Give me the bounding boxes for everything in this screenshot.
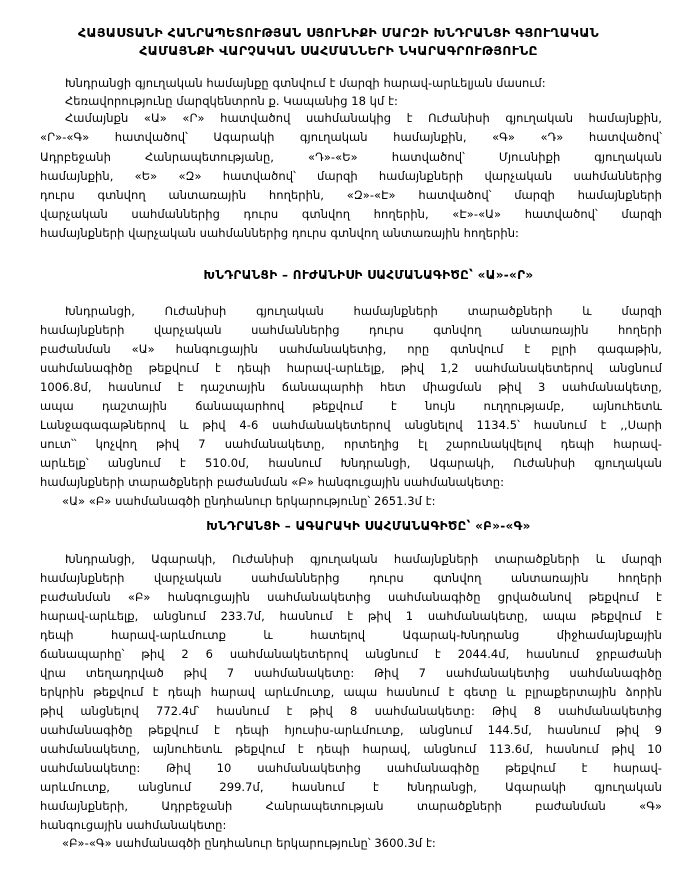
section1-line: սահմանագիծը թեքվում է դեպի հարավ-արևելք, թիվ 1,2 սահմանակետերով անցնում <box>40 361 662 375</box>
section2-line: համայնքների, Ադրբեջանի Հանրապետության տարածքների բաժանման «Գ» <box>40 799 662 813</box>
section-heading-2: ԽՆԴՐԱՆՑԻ – ԱԳԱՐԱԿԻ ՍԱՀՄԱՆԱԳԻԾԸ՝ «Բ»-«Գ» <box>206 519 531 533</box>
intro-line: Հեռավորությունը մարզկենտրոն ք. Կապանից 18 կմ է: <box>65 94 398 108</box>
section2-line: երկրին թեքվում է դեպի հարավ արևմուտք, ապա հասնում է գետը և բլրաքերտային ձորին <box>40 685 662 699</box>
section2-line: համայնքների վարչական սահմաններից դուրս գտնվող անտառային հողերի <box>40 571 662 585</box>
section1-line: համայնքների վարչական սահմաններից դուրս գտնվող անտառային հողերի <box>40 323 662 337</box>
section1-line: Լանջագագաթներով և թիվ 4-6 սահմանակետերով անցնելով 1134.5՝ հասնում է ,,Սարի <box>40 418 662 432</box>
section2-line: հանգուցային սահմանակետը: <box>40 818 227 832</box>
section1-line: արևելք՝ անցնում է 510.0մ, հասնում Խնդրանցի, Ագարակի, Ուժանիսի գյուղական <box>40 456 662 470</box>
section1-line: համայնքների տարածքների բաժանման «Բ» հանգուցային սահմանակետը: <box>40 475 504 489</box>
section2-line: դեպի հարավ-արևմուտք և հատելով Ագարակ-Խնդրանց միջհամայնքային <box>40 628 662 642</box>
section2-line: սահմանակետը: Թիվ 10 սահմանակետից սահմանագիծը թեքվում է հարավ- <box>40 761 662 775</box>
section2-line: հարավ-արևելք, անցնում 233.7մ, հասնում է թիվ 1 սահմանակետը, ապա թեքվում է <box>40 609 662 623</box>
intro-line: համայնքների վարչական սահմաններից դուրս գտնվող անտառային հողերին: <box>40 226 519 240</box>
section1-line: բաժանման «Ա» հանգուցային սահմանակետից, որը գտնվում է բլրի գագաթին, <box>40 342 662 356</box>
section2-line: արևմուտք, անցնում 299.7մ, հասնում է Խնդրանցի, Ագարակի գյուղական <box>40 780 662 794</box>
intro-line: դուրս գտնվող անտառային հողերին, «Զ»-«Է» հատվածով՝ մարզի համայնքների <box>40 188 662 202</box>
section1-line: ապա դաշտային ճանապարհով թեքվում է նույն ուղղությամբ, այնուհետև <box>40 399 662 413</box>
intro-line: Համայնքն «Ա» «Ր» հատվածով սահմանակից է Ուժանիսի գյուղական համայնքին, <box>65 111 662 125</box>
section1-line: 1006.8մ, հասնում է դաշտային ճանապարհի հետ միացման թիվ 3 սահմանակետը, <box>40 380 662 394</box>
document-title-line-2: ՀԱՄԱՅՆՔԻ ՎԱՐՉԱԿԱՆ ՍԱՀՄԱՆՆԵՐԻ ՆԿԱՐԱԳՐՈՒԹՅՈՒՆԸ <box>139 43 538 58</box>
section1-length: «Ա» «Բ» սահմանագծի ընդհանուր երկարությունը՝ 2651.3մ է: <box>62 494 436 508</box>
section-heading-1: ԽՆԴՐԱՆՑԻ – ՈՒԺԱՆԻՍԻ ՍԱՀՄԱՆԱԳԻԾԸ՝ «Ա»-«Ր» <box>203 268 534 282</box>
intro-line: «Ր»-«Գ» հատվածով՝ Ագարակի գյուղական համայնքին, «Գ» «Դ» հատվածով՝ <box>40 130 662 144</box>
intro-line: Ադրբեջանի Հանրապետությանը, «Դ»-«Ե» հատվածով՝ Մյուսնիքի գյուղական <box>40 150 662 164</box>
section2-line: բաժանման «Բ» հանգուցային սահմանակետից սահմանագիծը ցրվածանով թեքվում է <box>40 590 662 604</box>
intro-line: համայնքին, «Ե» «Զ» հատվածով՝ մարզի համայնքների վարչական սահմաններից <box>40 169 662 183</box>
section2-length: «Բ»-«Գ» սահմանագծի ընդհանուր երկարությունը՝ 3600.3մ է: <box>62 836 436 850</box>
section2-line: վրա տեղադրված թիվ 7 սահմանակետը: Թիվ 7 սահմանակետից սահմանագիծը <box>40 666 662 680</box>
section2-line: ճանապարհը՝ թիվ 2 6 սահմանակետերով անցնում է 2044.4մ, հասնում ջրբաժանի <box>40 647 662 661</box>
section2-line: Խնդրանցի, Ագարակի, Ուժանիսի գյուղական համայնքների տարածքների և մարզի <box>65 552 662 566</box>
section1-line: Խնդրանցի, Ուժանիսի գյուղական համայնքների տարածքների և մարզի <box>65 304 662 318</box>
section2-line: սահմանագիծը թեքվում է դեպի հյուսիս-արևմուտք, անցնում 144.5մ, հասնում թիվ 9 <box>40 723 662 737</box>
intro-line: Խնդրանցի գյուղական համայնքը գտնվում է մարզի հարավ-արևելյան մասում: <box>65 76 546 90</box>
section2-line: սահմանակետը, այնուհետև թեքվում է դեպի հարավ, անցնում 113.6մ, հասնում թիվ 10 <box>40 742 662 756</box>
section2-line: թիվ անցնելով 772.4մ՝ հասնում է թիվ 8 սահմանակետը: Թիվ 8 սահմանակետից <box>40 704 662 718</box>
document-title-line-1: ՀԱՅԱՍՏԱՆԻ ՀԱՆՐԱՊԵՏՈՒԹՅԱՆ ՍՅՈՒՆԻՔԻ ՄԱՐԶԻ ԽՆԴՐԱՆՑԻ ԳՅՈՒՂԱԿԱՆ <box>77 25 599 40</box>
intro-line: վարչական սահմաններից դուրս գտնվող հողերին, «Է»-«Ա» հատվածով՝ մարզի <box>40 207 662 221</box>
section1-line: սուտ՝՝ կոչվող թիվ 7 սահմանակետը, որտեղից էլ շարունակվելով դեպի հարավ- <box>40 437 662 451</box>
